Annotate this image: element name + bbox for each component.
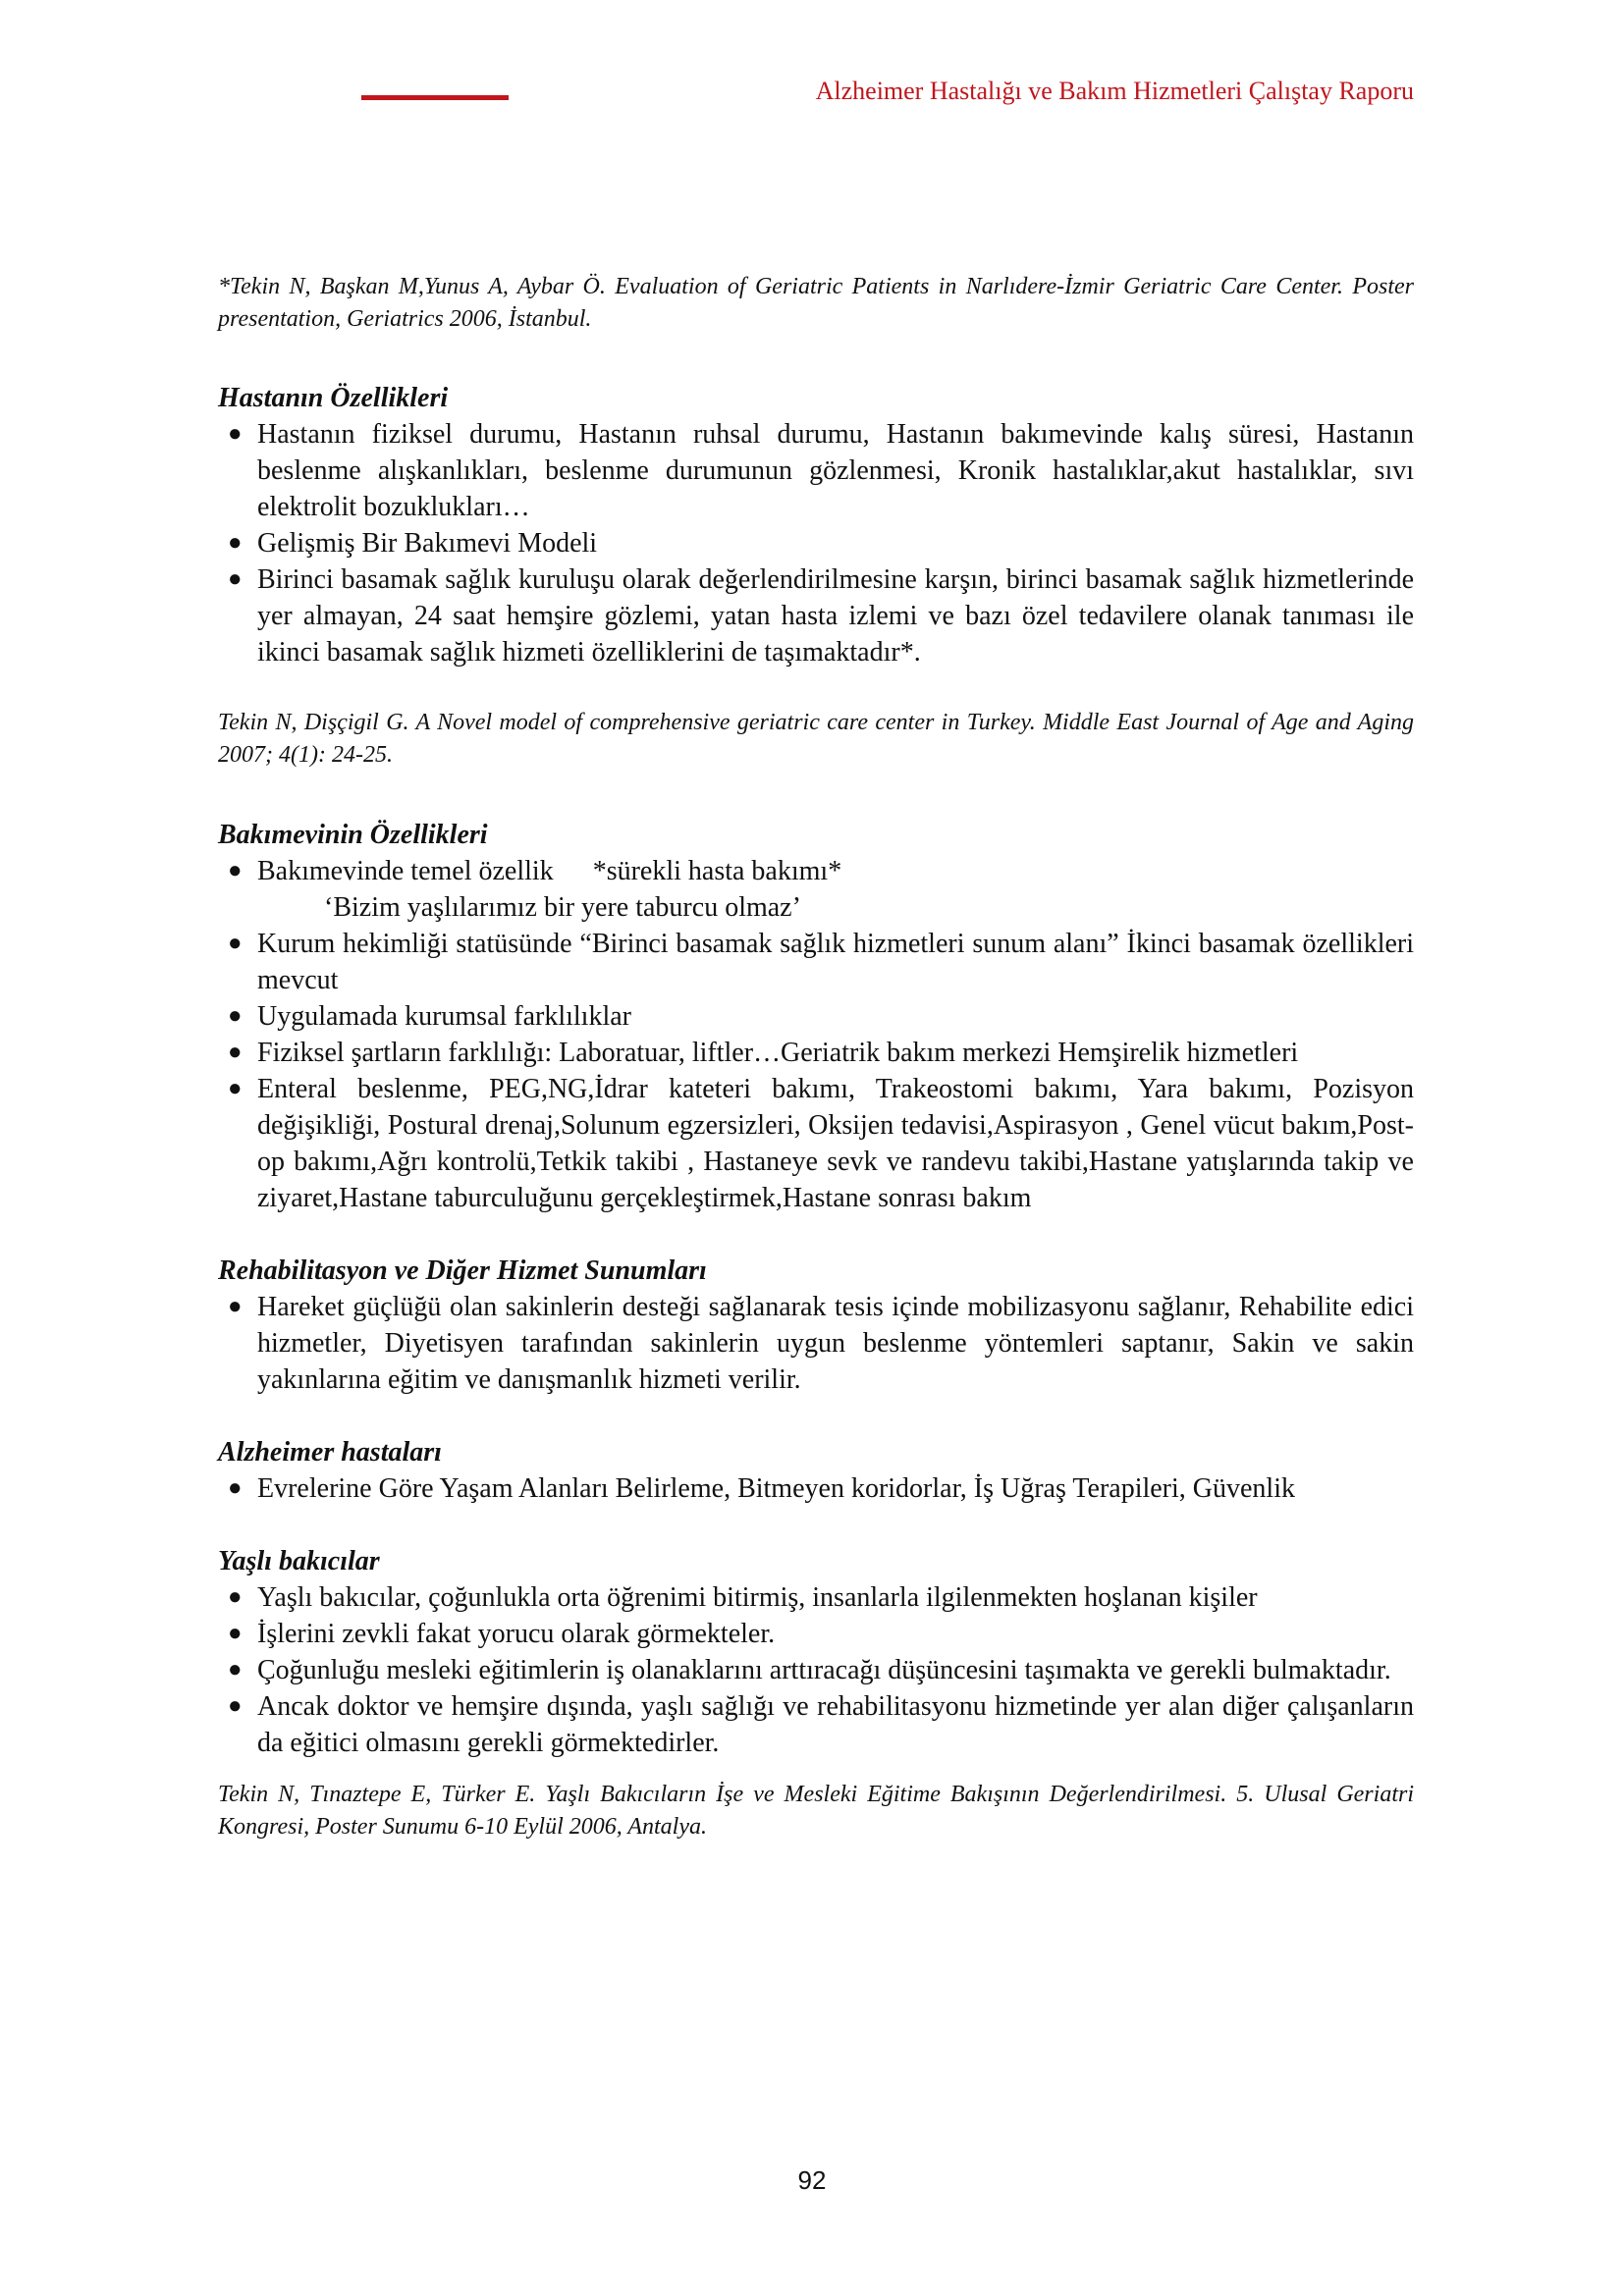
list-item: ● Birinci basamak sağlık kuruluşu olarak değerlendirilmesine karşın, birinci basamak sağlık hizmetlerinde yer almayan, 24 saat hemşire gözlemi, yatan hasta izlemi ve bazı özel tedavilere olanak tanıması ile ikinci basamak sağlık hizmeti özelliklerini de taşımaktadır*. bbox=[218, 561, 1414, 670]
list-item: ● Kurum hekimliği statüsünde “Birinci basamak sağlık hizmetleri sunum alanı” İkinci basamak özellikleri mevcut bbox=[218, 926, 1414, 998]
patient-features-list bbox=[218, 416, 1414, 670]
bullet-icon: ● bbox=[228, 530, 243, 556]
list-item: ● Gelişmiş Bir Bakımevi Modeli bbox=[218, 525, 1414, 561]
list-item: ● Hareket güçlüğü olan sakinlerin desteği sağlanarak tesis içinde mobilizasyonu sağlanır, Rehabilite edici hizmetler, Diyetisyen tarafından sakinlerin uygun beslenme yöntemleri saptanır, Sakin ve sakin yakınlarına eğitim ve danışmanlık hizmeti verilir. bbox=[218, 1289, 1414, 1398]
bullet-icon: ● bbox=[228, 1076, 243, 1101]
reference-citation: Tekin N, Dişçigil G. A Novel model of comprehensive geriatric care center in Turkey. Middle East Journal of Age and Aging 2007; 4(1): 24-25. bbox=[218, 710, 1414, 768]
heading-elderly-caregivers: Yaşlı bakıcılar bbox=[218, 1546, 380, 1576]
bullet-icon: ● bbox=[228, 1693, 243, 1719]
bullet-icon: ● bbox=[228, 1294, 243, 1319]
heading-patient-features: Hastanın Özellikleri bbox=[218, 383, 449, 413]
bullet-icon: ● bbox=[228, 1040, 243, 1065]
list-item: ● İşlerini zevkli fakat yorucu olarak görmekteler. bbox=[218, 1616, 1414, 1652]
page-number: 92 bbox=[797, 2165, 827, 2195]
list-item: ● Evrelerine Göre Yaşam Alanları Belirleme, Bitmeyen koridorlar, İş Uğraş Terapileri, Güvenlik bbox=[218, 1470, 1414, 1507]
list-item: ● Bakımevinde temel özellik *sürekli hasta bakımı* ‘Bizim yaşlılarımız bir yere taburcu olmaz’ bbox=[218, 853, 1414, 926]
heading-nursing-home-features: Bakımevinin Özellikleri bbox=[218, 820, 488, 850]
rehabilitation-list bbox=[218, 1289, 1414, 1398]
list-item: ● Çoğunluğu mesleki eğitimlerin iş olanaklarını arttıracağı düşüncesini taşımakta ve gerekli bulmaktadır. bbox=[218, 1652, 1414, 1688]
bullet-icon: ● bbox=[228, 1584, 243, 1610]
header-accent-rule bbox=[361, 95, 509, 100]
list-item-subline: ‘Bizim yaşlılarımız bir yere taburcu olmaz’ bbox=[324, 892, 801, 923]
page-body bbox=[218, 271, 1414, 1843]
bullet-icon: ● bbox=[228, 566, 243, 592]
bullet-icon: ● bbox=[228, 1657, 243, 1682]
running-header-title: Alzheimer Hastalığı ve Bakım Hizmetleri Çalıştay Raporu bbox=[815, 77, 1414, 105]
list-item: ● Uygulamada kurumsal farklılıklar bbox=[218, 998, 1414, 1035]
bullet-icon: ● bbox=[228, 1621, 243, 1646]
caregivers-list bbox=[218, 1579, 1414, 1761]
bullet-icon: ● bbox=[228, 421, 243, 447]
list-item: ● Ancak doktor ve hemşire dışında, yaşlı sağlığı ve rehabilitasyonu hizmetinde yer alan diğer çalışanların da eğitici olmasını gerekli görmektedirler. bbox=[218, 1688, 1414, 1761]
reference-citation: Tekin N, Tınaztepe E, Türker E. Yaşlı Bakıcıların İşe ve Mesleki Eğitime Bakışının Değerlendirilmesi. 5. Ulusal Geriatri Kongresi, Poster Sunumu 6-10 Eylül 2006, Antalya. bbox=[218, 1782, 1414, 1840]
list-item: ● Hastanın fiziksel durumu, Hastanın ruhsal durumu, Hastanın bakımevinde kalış süresi, Hastanın beslenme alışkanlıkları, beslenme durumunun gözlenmesi, Kronik hastalıklar,akut hastalıklar, sıvı elektrolit bozuklukları… bbox=[218, 416, 1414, 525]
heading-rehabilitation: Rehabilitasyon ve Diğer Hizmet Sunumları bbox=[218, 1255, 707, 1286]
alzheimer-list bbox=[218, 1470, 1414, 1507]
bullet-icon: ● bbox=[228, 931, 243, 956]
bullet-icon: ● bbox=[228, 858, 243, 883]
bullet-icon: ● bbox=[228, 1475, 243, 1501]
heading-alzheimer-patients: Alzheimer hastaları bbox=[218, 1437, 442, 1468]
list-item: ● Fiziksel şartların farklılığı: Laboratuar, liftler…Geriatrik bakım merkezi Hemşirelik hizmetleri bbox=[218, 1035, 1414, 1071]
nursing-home-features-list bbox=[218, 853, 1414, 1216]
bullet-icon: ● bbox=[228, 1003, 243, 1029]
list-item: ● Enteral beslenme, PEG,NG,İdrar kateteri bakımı, Trakeostomi bakımı, Yara bakımı, Pozisyon değişikliği, Postural drenaj,Solunum egzersizleri, Oksijen tedavisi,Aspirasyon , Genel vücut bakım,Post-op bakımı,Ağrı kontrolü,Tetkik takibi , Hastaneye sevk ve randevu takibi,Hastane yatışlarında takip ve ziyaret,Hastane taburculuğunu gerçekleştirmek,Hastane sonrası bakım bbox=[218, 1071, 1414, 1216]
reference-citation: *Tekin N, Başkan M,Yunus A, Aybar Ö. Evaluation of Geriatric Patients in Narlıdere-İzmir Geriatric Care Center. Poster presentation, Geriatrics 2006, İstanbul. bbox=[218, 274, 1414, 332]
list-item: ● Yaşlı bakıcılar, çoğunlukla orta öğrenimi bitirmiş, insanlarla ilgilenmekten hoşlanan kişiler bbox=[218, 1579, 1414, 1616]
